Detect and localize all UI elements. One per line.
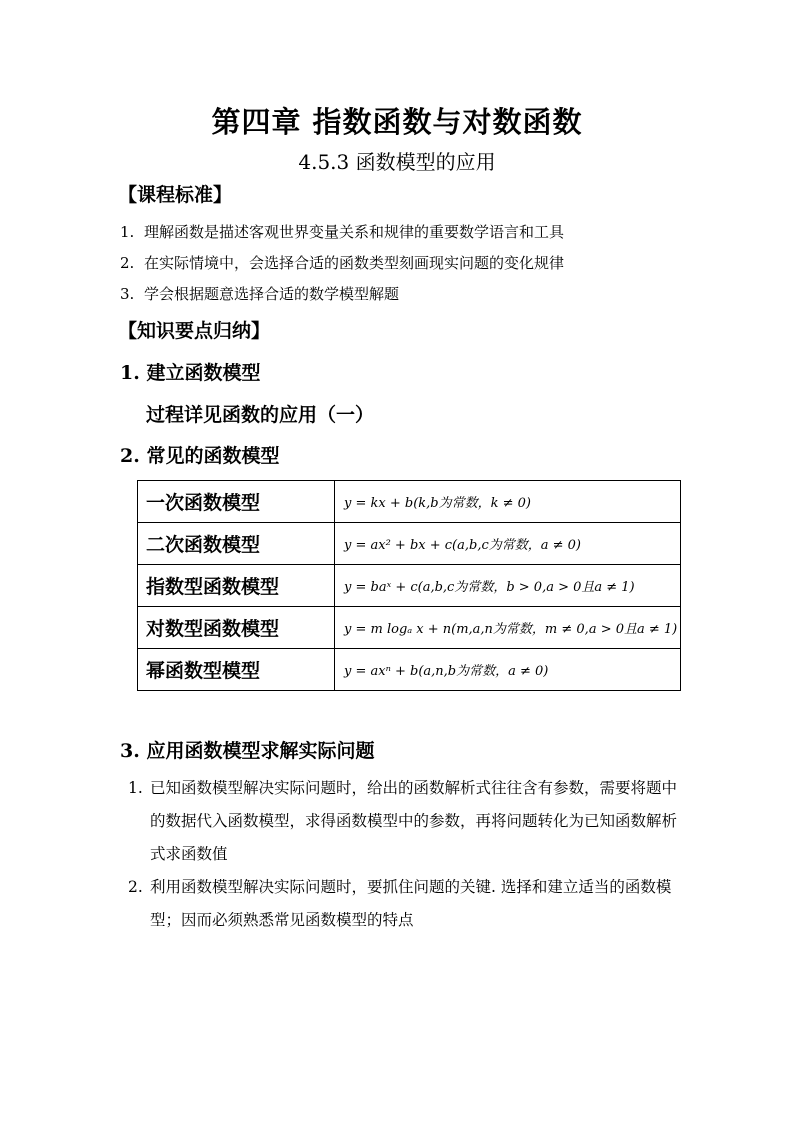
model-name: 一次函数模型 xyxy=(138,481,335,523)
section-subtitle: 4.5.3 函数模型的应用 xyxy=(298,150,496,174)
item-text: 在实际情境中，会选择合适的函数类型刻画现实问题的变化规律 xyxy=(144,254,565,272)
model-formula: y = axⁿ + b(a,n,b为常数，a ≠ 0) xyxy=(335,649,681,691)
table-row xyxy=(138,607,681,649)
model-formula: y = ax² + bx + c(a,b,c为常数，a ≠ 0) xyxy=(335,523,681,565)
list-item xyxy=(128,871,688,937)
model-formula: y = kx + b(k,b为常数，k ≠ 0) xyxy=(335,481,681,523)
item-number: 2. xyxy=(120,254,135,272)
model-name: 二次函数模型 xyxy=(138,523,335,565)
item-number: 3. xyxy=(120,285,135,303)
function-models-table xyxy=(137,480,681,691)
list-item xyxy=(120,251,564,282)
item-text: 学会根据题意选择合适的数学模型解题 xyxy=(144,285,400,303)
course-standard-heading: 【课程标准】 xyxy=(118,184,233,206)
table-row xyxy=(138,649,681,691)
list-item xyxy=(120,220,564,251)
model-name: 对数型函数模型 xyxy=(138,607,335,649)
item-number: 1. xyxy=(120,223,135,241)
list-item xyxy=(128,772,688,871)
sec1-title: 1. 建立函数模型 xyxy=(120,362,261,384)
item-number: 1. xyxy=(128,779,143,797)
course-standard-list xyxy=(120,220,564,313)
item-text: 利用函数模型解决实际问题时，要抓住问题的关键. 选择和建立适当的函数模型；因而必须熟悉常见函数模型的特点 xyxy=(150,878,672,929)
knowledge-heading: 【知识要点归纳】 xyxy=(118,320,271,342)
model-formula: y = m logₐ x + n(m,a,n为常数，m ≠ 0,a > 0且a ≠ 1) xyxy=(335,607,681,649)
model-name: 幂函数型模型 xyxy=(138,649,335,691)
sec1-line: 过程详见函数的应用（一） xyxy=(146,404,375,426)
sec2-title: 2. 常见的函数模型 xyxy=(120,445,280,467)
item-text: 已知函数模型解决实际问题时，给出的函数解析式往往含有参数，需要将题中的数据代入函数模型，求得函数模型中的参数，再将问题转化为已知函数解析式求函数值 xyxy=(150,779,678,863)
model-name: 指数型函数模型 xyxy=(138,565,335,607)
item-text: 理解函数是描述客观世界变量关系和规律的重要数学语言和工具 xyxy=(144,223,565,241)
application-list xyxy=(128,772,688,937)
chapter-title: 第四章 指数函数与对数函数 xyxy=(211,105,583,139)
sec3-title: 3. 应用函数模型求解实际问题 xyxy=(120,740,375,762)
table-row xyxy=(138,523,681,565)
table-row xyxy=(138,565,681,607)
table-row xyxy=(138,481,681,523)
list-item xyxy=(120,282,564,313)
model-formula: y = baˣ + c(a,b,c为常数，b > 0,a > 0且a ≠ 1) xyxy=(335,565,681,607)
item-number: 2. xyxy=(128,878,143,896)
